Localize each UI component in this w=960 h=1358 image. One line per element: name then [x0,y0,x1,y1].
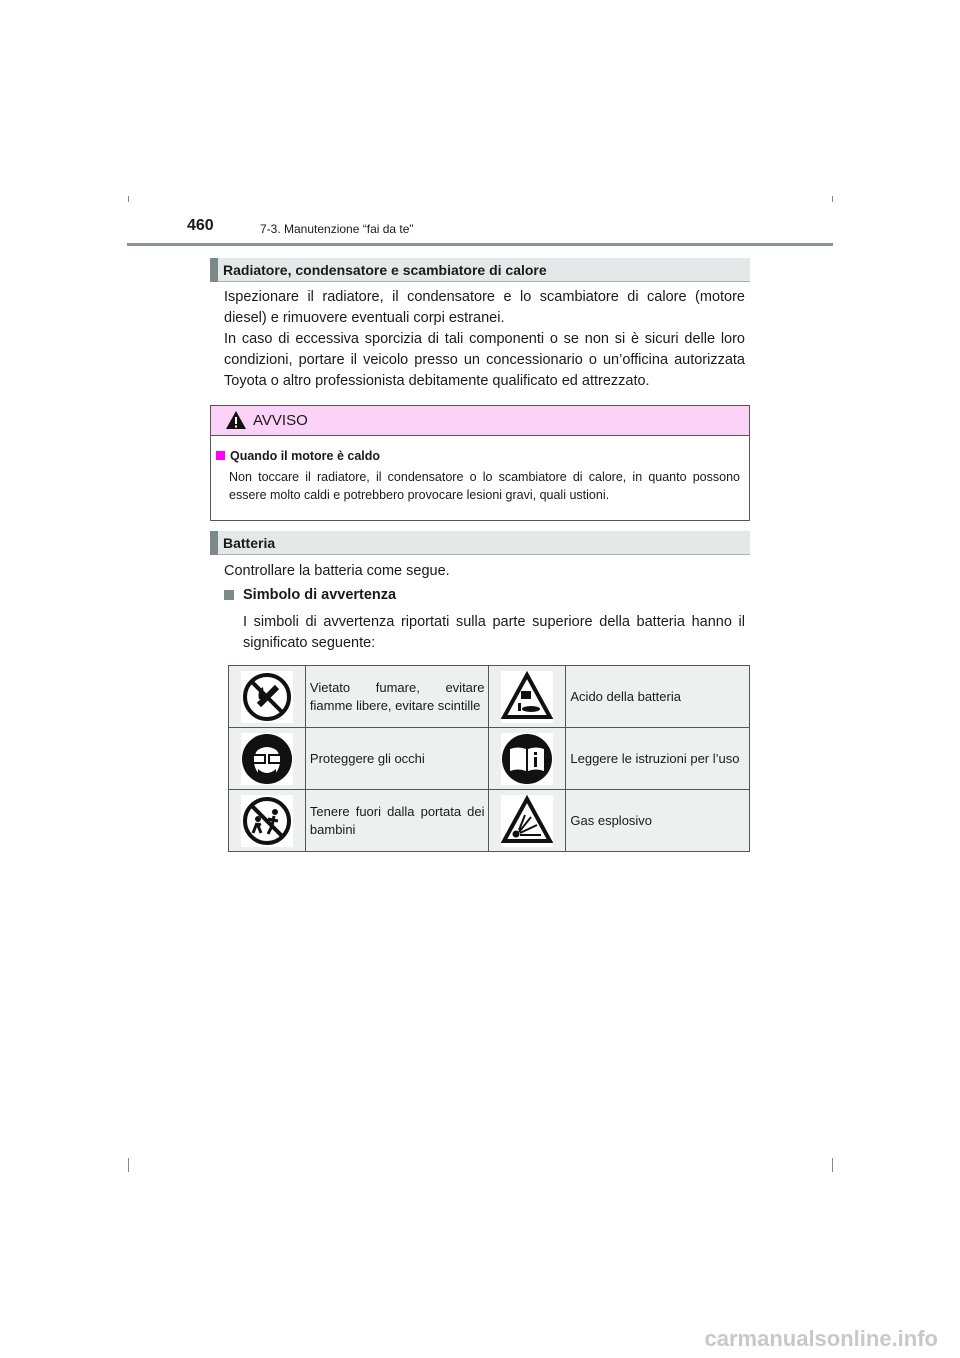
warning-symbols-table [228,665,750,852]
section-header-battery [210,531,750,555]
crop-mark [128,1158,129,1172]
table-row [229,790,750,852]
keep-away-children-icon [241,795,293,847]
paragraph: In caso di eccessiva sporcizia di tali componenti o se non si è sicuri delle loro condizioni, portare il veicolo presso un concessionario o un’officina autorizzata Toyota o altro professionista debitamente qualificato ed attrezzato. [224,331,745,389]
table-row [229,666,750,728]
header-rule [127,243,833,246]
crop-mark [832,1158,833,1172]
read-instructions-icon [501,733,553,785]
paragraph: Ispezionare il radiatore, il condensatore e lo scambiatore di calore (motore diesel) e rimuovere eventuali corpi estranei. [224,289,745,326]
warning-label: AVVISO [253,412,308,429]
warning-subtitle [216,449,380,463]
symbol-label: Vietato fumare, evitare fiamme libere, evitare scintille [305,666,489,728]
symbol-label: Leggere le istruzioni per l’uso [566,728,750,790]
warning-body: Non toccare il radiatore, il condensatore o lo scambiatore di calore, in quanto possono essere molto caldi e potrebbero provocare lesioni gravi, quali ustioni. [229,470,740,502]
page-number: 460 [187,217,214,234]
warning-triangle-icon [225,410,247,430]
symbol-label: Tenere fuori dalla portata dei bambini [305,790,489,852]
warning-box [210,405,750,521]
section-header-radiator [210,258,750,282]
no-smoking-icon [241,671,293,723]
section-title: Batteria [223,535,276,551]
bullet-square-icon [216,451,225,460]
explosive-gas-icon [501,795,553,847]
bullet-text: I simboli di avvertenza riportati sulla parte superiore della batteria hanno il significato seguente: [243,614,745,651]
crop-mark [832,196,833,202]
warning-header [211,406,749,436]
section-title: Radiatore, condensatore e scambiatore di calore [223,262,547,278]
symbol-label: Acido della batteria [566,666,750,728]
bullet-square-icon [224,590,234,600]
table-row [229,728,750,790]
symbol-label: Proteggere gli occhi [305,728,489,790]
warning-subtitle-text: Quando il motore è caldo [230,449,381,463]
eye-protection-icon [241,733,293,785]
bullet-heading: Simbolo di avvertenza [243,587,397,603]
battery-intro: Controllare la batteria come segue. [224,563,450,579]
watermark: carmanualsonline.info [704,1326,938,1351]
symbol-label: Gas esplosivo [566,790,750,852]
battery-acid-icon [501,671,553,723]
crop-mark [128,196,129,202]
chapter-title: 7-3. Manutenzione “fai da te” [260,222,414,236]
